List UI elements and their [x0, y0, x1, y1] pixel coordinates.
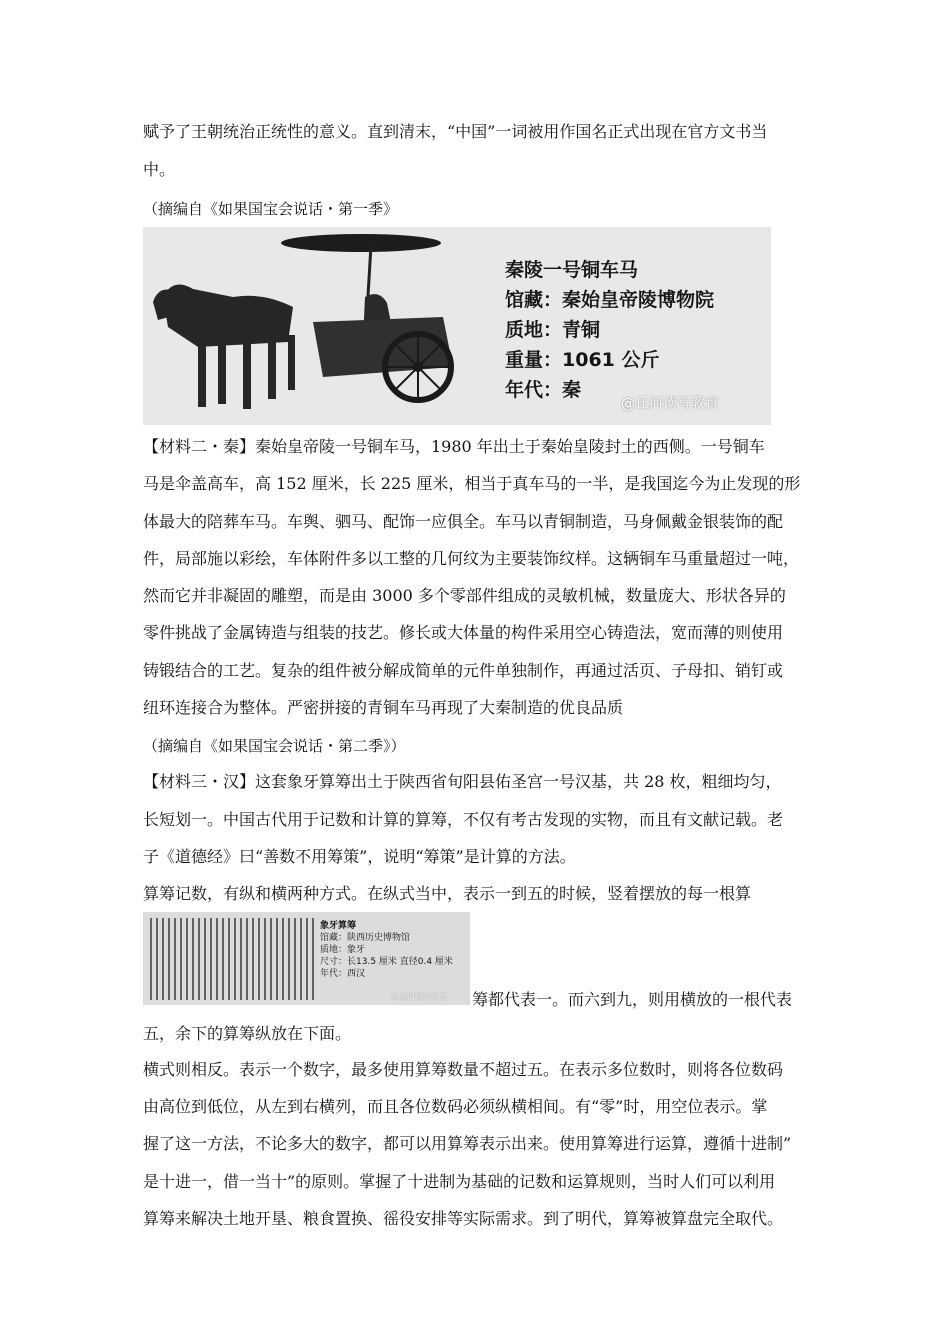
text-line: 纽环连接合为整体。严密拼接的青铜车马再现了大秦制造的优良品质: [143, 698, 624, 717]
caption-size: 尺寸：长13.5 厘米 直径0.4 厘米: [320, 957, 453, 967]
ivory-counting-rods-figure: [143, 912, 470, 1005]
caption-title: 秦陵一号铜车马: [505, 259, 639, 281]
text-line: 【材料二・秦】秦始皇帝陵一号铜车马，1980 年出土于秦始皇陵封土的西侧。一号铜车: [143, 437, 765, 456]
caption-material: 质地：青铜: [505, 319, 601, 341]
caption-era: 年代：西汉: [320, 969, 366, 979]
caption-material: 质地：象牙: [320, 945, 366, 955]
caption-collection: 馆藏：陕西历史博物馆: [320, 933, 411, 943]
text-line: 赋予了王朝统治正统性的意义。直到清末，“中国”一词被用作国名正式出现在官方文书当: [143, 122, 768, 141]
caption-era: 年代：秦: [505, 379, 582, 401]
text-line: 子《道德经》曰“善数不用筹策”，说明“筹策”是计算的方法。: [143, 847, 576, 866]
source-note: （摘编自《如果国宝会说话・第一季》: [143, 200, 399, 218]
caption-collection: 馆藏：秦始皇帝陵博物院: [505, 289, 715, 311]
text-line: 横式则相反。表示一个数字，最多使用算筹数量不超过五。在表示多位数时，则将各位数码: [143, 1060, 784, 1079]
text-line: 马是伞盖高车，高 152 厘米，长 225 厘米，相当于真车马的一半，是我国迄今为止发现的形: [143, 474, 801, 493]
text-line: 长短划一。中国古代用于记数和计算的算筹，不仅有考古发现的实物，而且有文献记载。老: [143, 810, 784, 829]
text-line: 筹都代表一。而六到九，则用横放的一根代表: [472, 990, 793, 1009]
text-line: 件，局部施以彩绘，车体附件多以工整的几何纹为主要装饰纹样。这辆铜车马重量超过一吨，: [143, 549, 800, 568]
figure-caption: [320, 920, 453, 980]
text-line: 是十进一，借一当十”的原则。掌握了十进制为基础的记数和运算规则，当时人们可以利用: [143, 1172, 776, 1191]
text-line: 算筹来解决土地开垦、粮食置换、徭役安排等实际需求。到了明代，算筹被算盘完全取代。: [143, 1209, 784, 1228]
text-line: 中。: [143, 160, 176, 179]
text-line: 体最大的陪葬车马。车舆、驷马、配饰一应俱全。车马以青铜制造，马身佩戴金银装饰的配: [143, 512, 784, 531]
text-line: 握了这一方法，不论多大的数字，都可以用算筹表示出来。使用算筹进行运算，遵循十进制”: [143, 1134, 792, 1153]
text-line: 零件挑战了金属铸造与组装的技艺。修长或大体量的构件采用空心铸造法，宽而薄的则使用: [143, 623, 784, 642]
text-line: 五，余下的算筹纵放在下面。: [143, 1024, 352, 1043]
bronze-chariot-figure: [143, 227, 771, 425]
text-line: 然而它并非凝固的雕塑，而是由 3000 多个零部件组成的灵敏机械，数量庞大、形状各异的: [143, 586, 786, 605]
watermark: @丘河读写教育: [391, 992, 447, 1001]
text-line: 由高位到低位，从左到右横列，而且各位数码必须纵横相间。有“零”时，用空位表示。掌: [143, 1097, 768, 1116]
caption-title: 象牙算筹: [320, 921, 357, 931]
text-line: 【材料三・汉】这套象牙算筹出土于陕西省旬阳县佑圣宫一号汉基，共 28 枚，粗细均匀，: [143, 772, 782, 791]
watermark: @丘河读写教育: [621, 396, 719, 412]
source-note: （摘编自《如果国宝会说话・第二季》）: [143, 737, 406, 755]
text-line: 算筹记数，有纵和横两种方式。在纵式当中，表示一到五的时候，竖着摆放的每一根算: [143, 884, 752, 903]
caption-weight: 重量：1061 公斤: [505, 349, 660, 371]
figure-caption: [505, 255, 714, 405]
text-line: 铸锻结合的工艺。复杂的组件被分解成简单的元件单独制作，再通过活页、子母扣、销钉或: [143, 661, 784, 680]
